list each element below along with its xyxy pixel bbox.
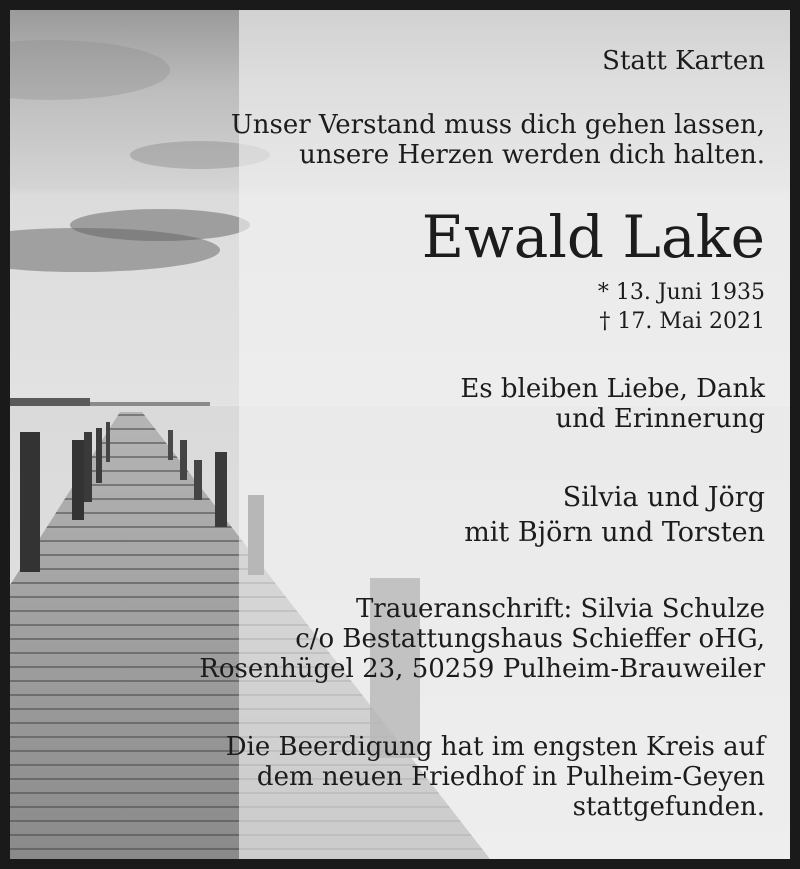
quote-line: unsere Herzen werden dich halten. <box>299 140 765 170</box>
address-line: c/o Bestattungshaus Schieffer oHG, <box>295 624 765 654</box>
memory-text <box>460 374 765 434</box>
family-names <box>464 480 765 550</box>
quote <box>231 110 765 170</box>
memory-line: und Erinnerung <box>555 404 765 434</box>
quote-line: Unser Verstand muss dich gehen lassen, <box>230 110 765 140</box>
birth-date: * 13. Juni 1935 <box>597 280 765 305</box>
family-line: Silvia und Jörg <box>562 482 765 513</box>
death-date: † 17. Mai 2021 <box>599 309 765 334</box>
address-line: Rosenhügel 23, 50259 Pulheim-Brauweiler <box>199 654 765 684</box>
funeral-info <box>226 732 765 822</box>
funeral-line: stattgefunden. <box>572 792 765 822</box>
heading: Statt Karten <box>602 46 765 76</box>
address-line: Traueranschrift: Silvia Schulze <box>355 594 765 624</box>
funeral-line: Die Beerdigung hat im engsten Kreis auf <box>225 732 765 762</box>
funeral-line: dem neuen Friedhof in Pulheim-Geyen <box>256 762 765 792</box>
memory-line: Es bleiben Liebe, Dank <box>460 374 765 404</box>
mourning-address <box>199 594 765 684</box>
family-line: mit Björn und Torsten <box>464 517 765 548</box>
dates <box>598 278 765 336</box>
deceased-name: Ewald Lake <box>421 203 765 271</box>
obituary-notice <box>10 10 790 859</box>
